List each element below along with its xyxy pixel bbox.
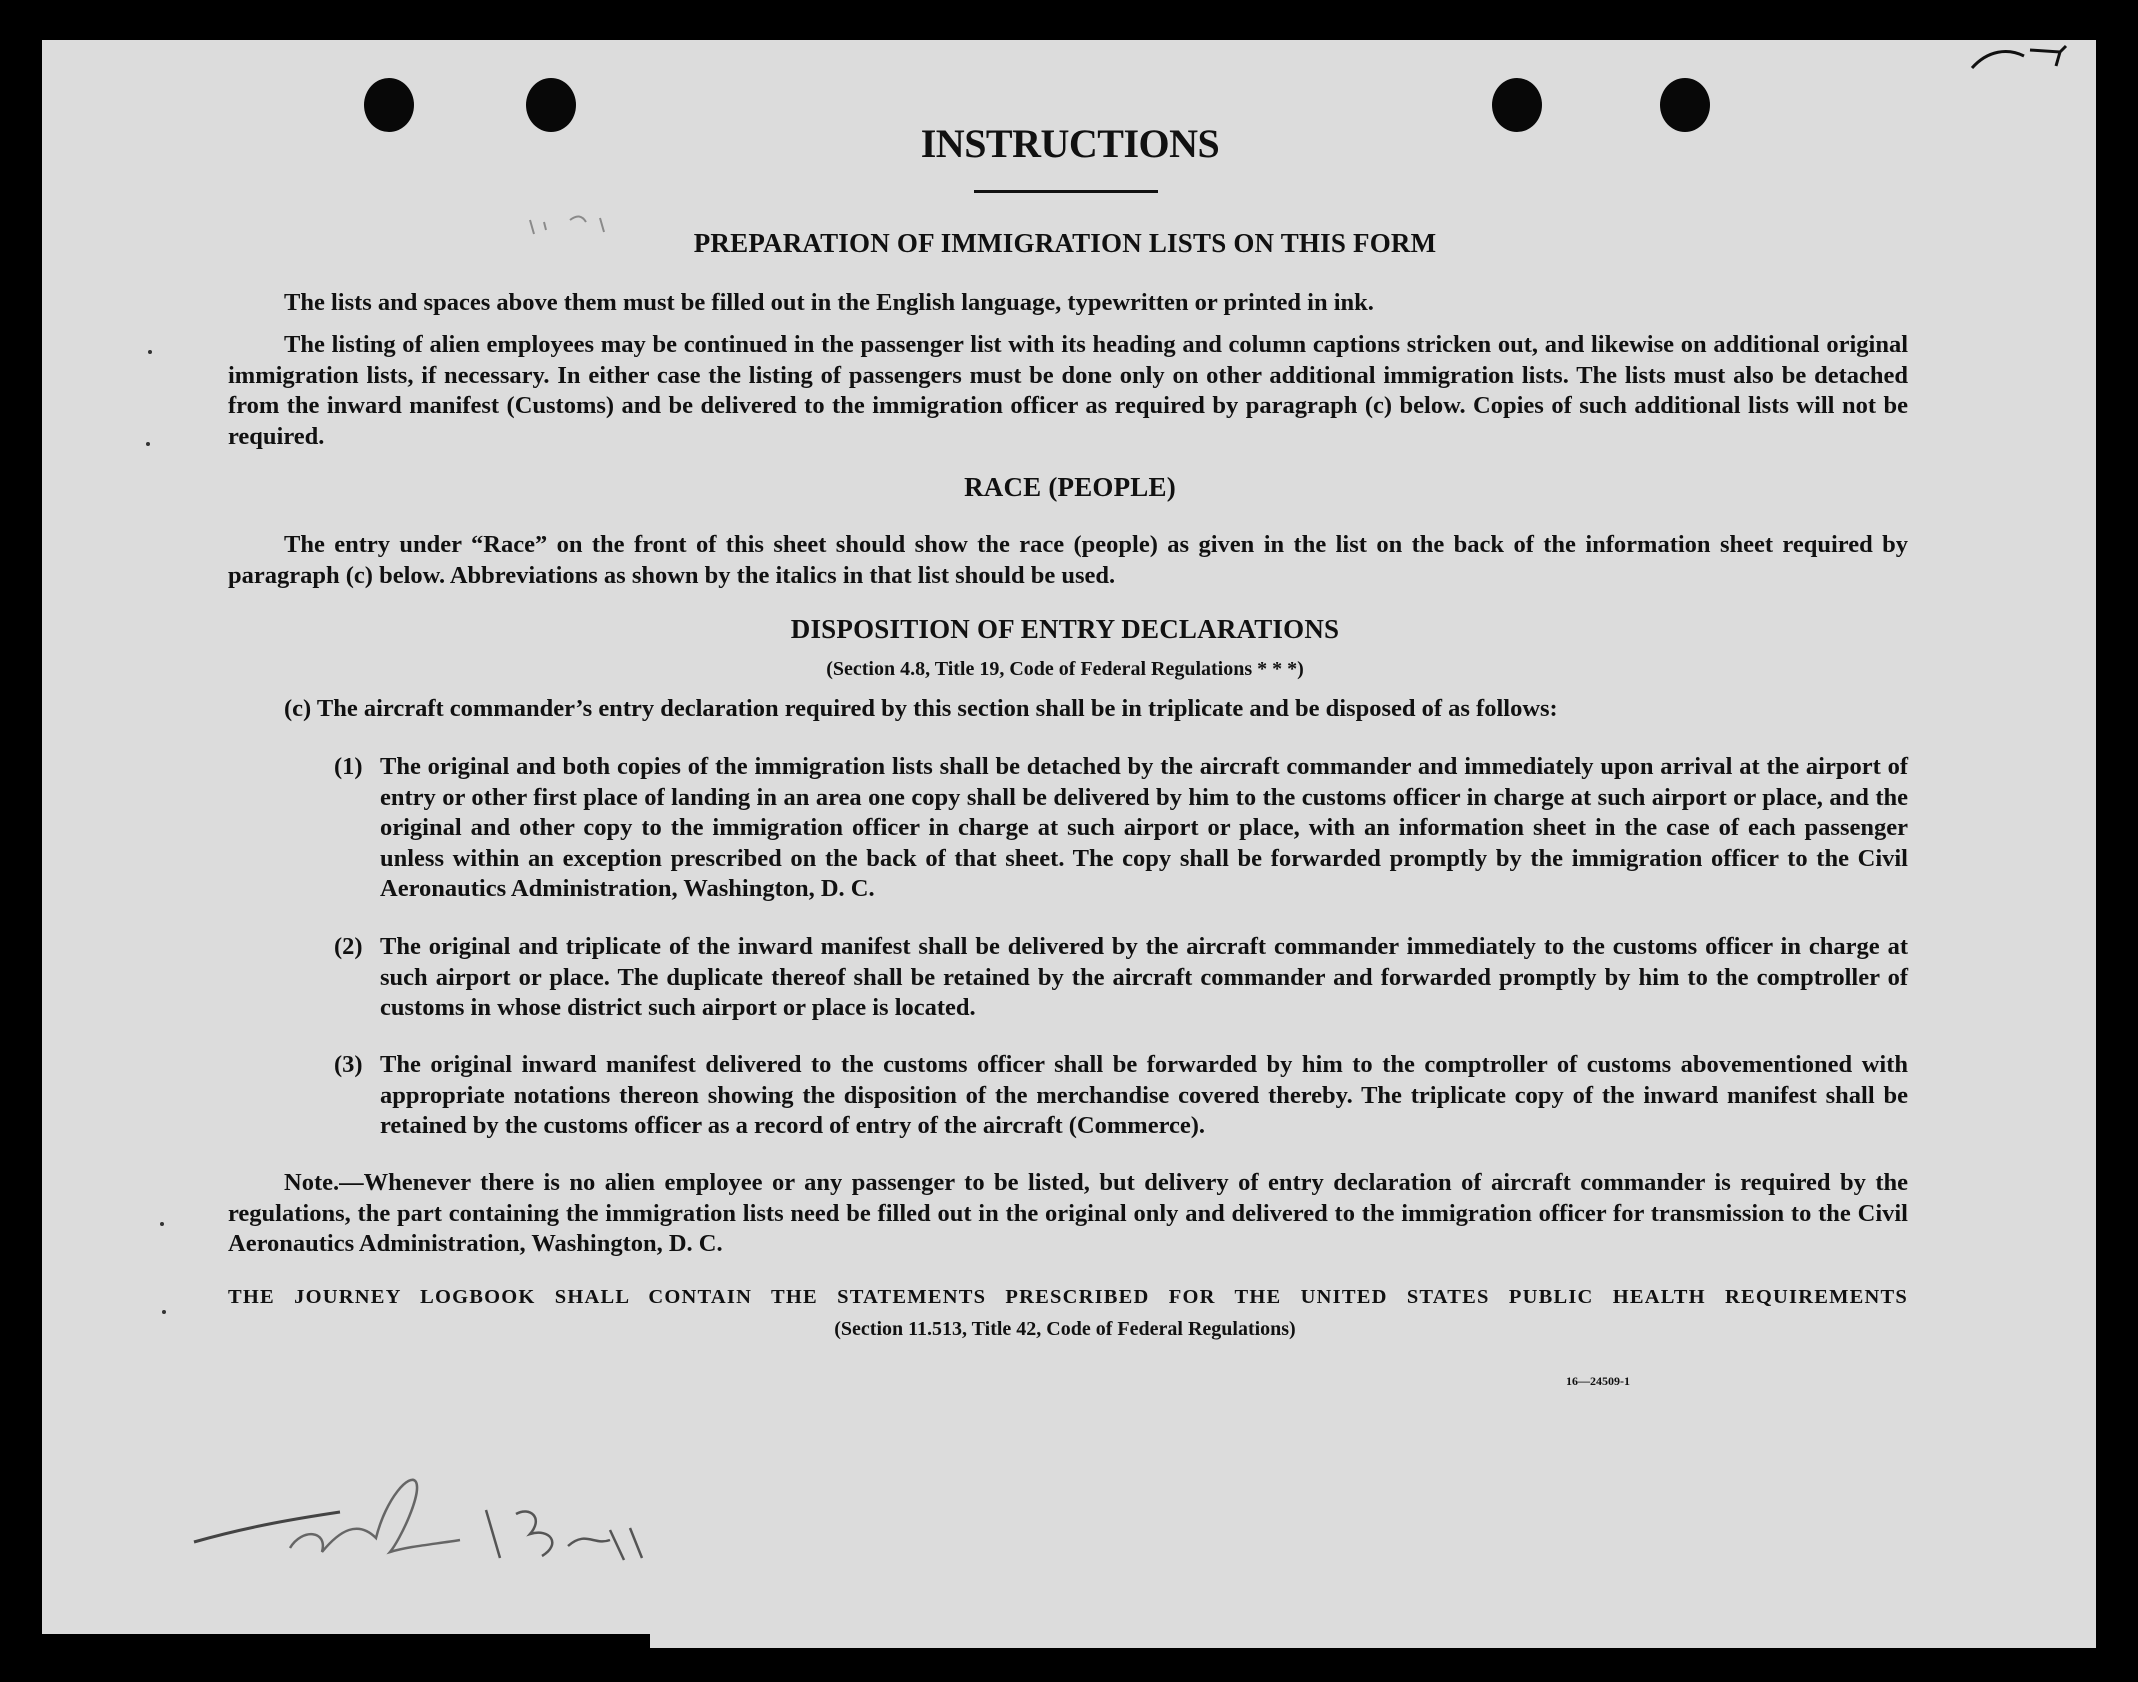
punch-hole-3 xyxy=(1492,78,1542,132)
public-health-statement: THE JOURNEY LOGBOOK SHALL CONTAIN THE STATEMENTS PRESCRIBED FOR THE UNITED STATES PUBLIC HEALTH REQUIREMENTS xyxy=(228,1286,1908,1308)
item-3-number: (3) xyxy=(334,1051,363,1078)
speck xyxy=(146,442,150,446)
sheet-bottom-edge xyxy=(650,1620,2096,1648)
speck xyxy=(148,350,152,354)
section-heading-preparation: PREPARATION OF IMMIGRATION LISTS ON THIS FORM xyxy=(693,228,1437,258)
paragraph-alien-employees: The listing of alien employees may be continued in the passenger list with its heading and column captions stricken out, and likewise on additional original immigration lists, if necessary. In either case the listing of passengers must be done only on other additional immigration lists. The lists must also be detached from the inward manifest (Customs) and be delivered to the immigration officer as required by paragraph (c) below. Copies of such additional lists will not be required. xyxy=(228,331,1908,450)
paragraph-c-intro: (c) The aircraft commander’s entry declaration required by this section shall be in triplicate and be disposed of as follows: xyxy=(284,695,1558,722)
item-3-text: The original inward manifest delivered to the customs officer shall be forwarded by him to the comptroller of customs abovementioned with appropriate notations thereon showing the disposition of the merchandise covered thereby. The triplicate copy of the inward manifest shall be retained by the customs officer as a record of entry of the aircraft (Commerce). xyxy=(380,1051,1908,1139)
corner-pencil-mark xyxy=(1968,44,2078,74)
item-2-text: The original and triplicate of the inward manifest shall be delivered by the aircraft commander immediately to the customs officer in charge at such airport or place. The duplicate thereof shall be retained by the aircraft commander and forwarded promptly by him to the comptroller of customs in whose district such airport or place is located. xyxy=(380,933,1908,1021)
item-1-text: The original and both copies of the immigration lists shall be detached by the aircraft commander and immediately upon arrival at the airport of entry or other first place of landing in an area one copy shall be delivered by him to the customs officer in charge at such airport or place, and the original and other copy to the immigration officer in charge at such airport or place, with an information sheet in the case of each passenger unless within an exception prescribed on the back of that sheet. The copy shall be forwarded promptly by the immigration officer to the Civil Aeronautics Administration, Washington, D. C. xyxy=(380,753,1908,902)
citation-section-11-513: (Section 11.513, Title 42, Code of Federal Regulations) xyxy=(834,1318,1296,1340)
section-heading-race: RACE (PEOPLE) xyxy=(964,472,1176,502)
form-number: 16—24509-1 xyxy=(1566,1374,1630,1388)
punch-hole-1 xyxy=(364,78,414,132)
bleed-through-marks xyxy=(500,200,630,240)
speck xyxy=(162,1310,166,1314)
faded-signature xyxy=(190,1460,660,1590)
punch-hole-2 xyxy=(526,78,576,132)
citation-section-4-8: (Section 4.8, Title 19, Code of Federal Regulations * * *) xyxy=(826,658,1304,680)
section-heading-disposition: DISPOSITION OF ENTRY DECLARATIONS xyxy=(790,614,1340,644)
paragraph-race: The entry under “Race” on the front of this sheet should show the race (people) as given in the list on the back of the information sheet required by paragraph (c) below. Abbreviations as shown by the italics in that list should be used. xyxy=(228,531,1908,589)
note-paragraph: Note.—Whenever there is no alien employee or any passenger to be listed, but delivery of entry declaration of aircraft commander is required by the regulations, the part containing the immigration lists need be filled out in the original only and delivered to the immigration officer for transmission to the Civil Aeronautics Administration, Washington, D. C. xyxy=(228,1169,1908,1257)
item-2-number: (2) xyxy=(334,933,363,960)
speck xyxy=(160,1222,164,1226)
document-title: INSTRUCTIONS xyxy=(920,121,1220,166)
item-1-number: (1) xyxy=(334,753,363,780)
punch-hole-4 xyxy=(1660,78,1710,132)
paragraph-language: The lists and spaces above them must be filled out in the English language, typewritten or printed in ink. xyxy=(284,289,1374,316)
title-underline xyxy=(974,190,1158,193)
